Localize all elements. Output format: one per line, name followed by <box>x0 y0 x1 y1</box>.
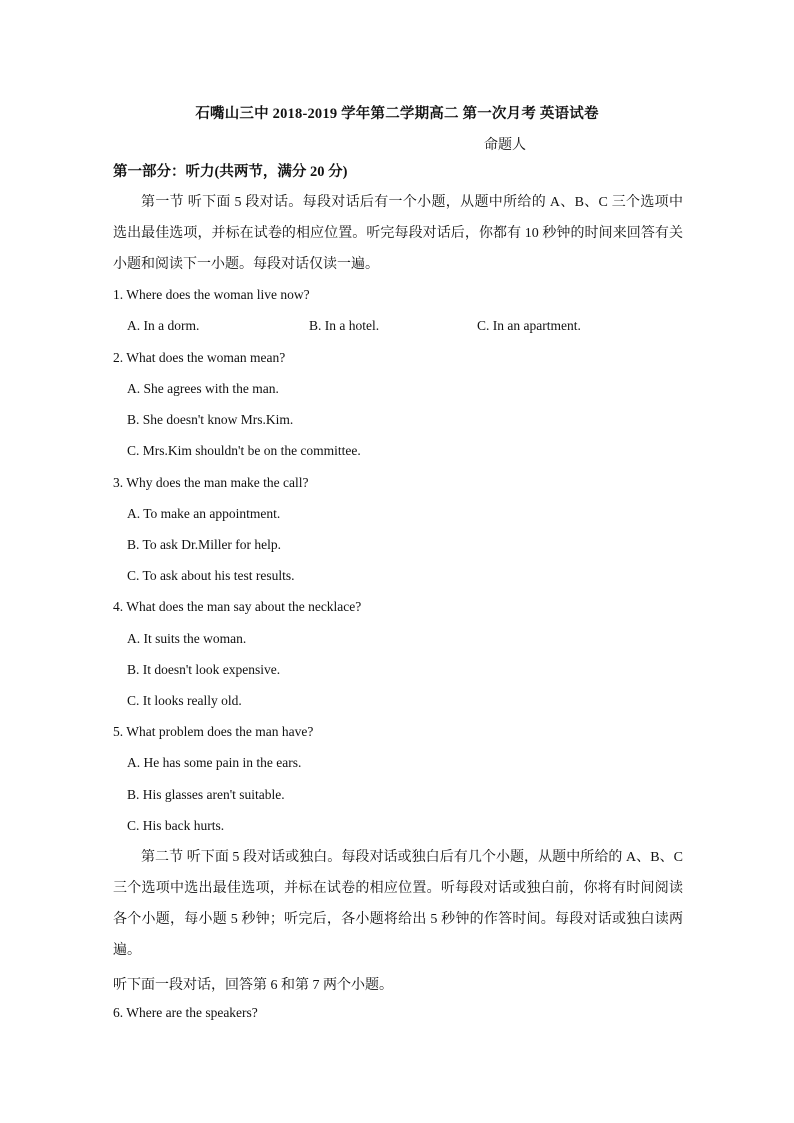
dialog-intro: 听下面一段对话，回答第 6 和第 7 两个小题。 <box>113 978 393 993</box>
question-1-option-b: B. In a hotel. <box>309 318 380 333</box>
question-4-stem: 4. What does the man say about the necklace? <box>113 599 362 614</box>
question-3-option-a: A. To make an appointment. <box>127 506 281 521</box>
section1-instructions: 第一节 听下面 5 段对话。每段对话后有一个小题，从题中所给的 A、B、C 三个选项中选出最佳选项，并标在试卷的相应位置。听完每段对话后，你都有 10 秒钟的时间来回答有关小题和阅读下一小题。每段对话仅读一遍。 <box>113 195 683 272</box>
question-5-option-a: A. He has some pain in the ears. <box>127 755 302 770</box>
question-1-stem: 1. Where does the woman live now? <box>113 287 310 302</box>
question-5-option-c: C. His back hurts. <box>127 818 225 833</box>
question-1-option-c: C. In an apartment. <box>477 318 581 333</box>
question-5-stem: 5. What problem does the man have? <box>113 724 314 739</box>
question-6-stem: 6. Where are the speakers? <box>113 1005 258 1020</box>
question-3-stem: 3. Why does the man make the call? <box>113 475 309 490</box>
question-1-option-a: A. In a dorm. <box>127 318 200 333</box>
question-4-option-a: A. It suits the woman. <box>127 631 247 646</box>
question-5-option-b: B. His glasses aren't suitable. <box>127 787 285 802</box>
question-4-option-c: C. It looks really old. <box>127 693 242 708</box>
author-label: 命题人 <box>484 138 526 153</box>
section2-instructions: 第二节 听下面 5 段对话或独白。每段对话或独白后有几个小题，从题中所给的 A、B、C 三个选项中选出最佳选项，并标在试卷的相应位置。听每段对话或独白前，你将有时间阅读各个小题，每小题 5 秒钟；听完后，各小题将给出 5 秒钟的作答时间。每段对话或独白读两遍。 <box>113 850 683 958</box>
question-2-option-b: B. She doesn't know Mrs.Kim. <box>127 412 294 427</box>
question-2-option-c: C. Mrs.Kim shouldn't be on the committee. <box>127 443 361 458</box>
question-4-option-b: B. It doesn't look expensive. <box>127 662 281 677</box>
question-2-stem: 2. What does the woman mean? <box>113 350 286 365</box>
question-3-option-c: C. To ask about his test results. <box>127 568 295 583</box>
question-1-options <box>127 318 627 338</box>
question-2-option-a: A. She agrees with the man. <box>127 381 279 396</box>
exam-title: 石嘴山三中 2018-2019 学年第二学期高二 第一次月考 英语试卷 <box>195 106 599 122</box>
part1-heading: 第一部分：听力(共两节，满分 20 分) <box>113 164 348 180</box>
question-3-option-b: B. To ask Dr.Miller for help. <box>127 537 282 552</box>
